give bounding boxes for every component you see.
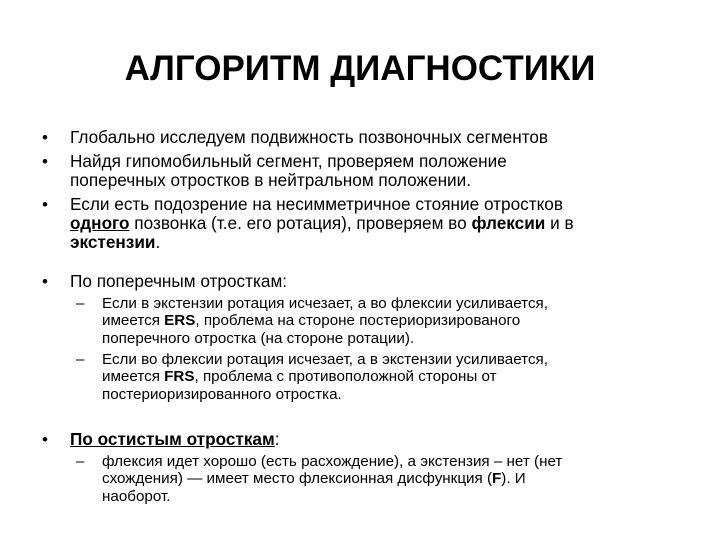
sub-bullet-marker: – <box>76 453 85 470</box>
text-line: наоборот. <box>102 487 171 505</box>
bullet-item <box>70 195 710 252</box>
text-line: поперечного отростка (на стороне ротации). <box>102 329 415 347</box>
bullet-item <box>70 430 710 449</box>
sub-bullet-marker: – <box>76 351 85 368</box>
text-line: Если в экстензии ротация исчезает, а во флексии усиливается, <box>102 295 548 312</box>
text-line: одного позвонка (т.е. его ротация), проверяем во флексии и в <box>70 213 574 233</box>
text-line: По поперечным отросткам: <box>70 271 288 291</box>
text-line: По остистым отросткам: <box>70 429 280 449</box>
slide-title: АЛГОРИТМ ДИАГНОСТИКИ <box>124 49 596 88</box>
emphasis-text: экстензии <box>70 232 156 252</box>
bullet-marker: • <box>42 152 48 171</box>
bullet-item <box>70 128 710 147</box>
emphasis-text: одного <box>70 213 130 233</box>
text-line: имеется FRS, проблема с противоположной стороны от <box>102 368 497 386</box>
text-line: имеется ERS, проблема на стороне постериоризированого <box>102 312 521 330</box>
sub-bullet-marker: – <box>76 295 85 312</box>
emphasis-text: FRS <box>164 368 195 386</box>
text-line: схождения) — имеет место флексионная дисфункция (F). И <box>102 470 526 488</box>
emphasis-text: По остистым отросткам <box>70 429 275 449</box>
text-line: Если есть подозрение на несимметричное стояние отростков <box>70 194 563 214</box>
bullet-item <box>70 272 710 291</box>
bullet-marker: • <box>42 272 48 291</box>
bullet-marker: • <box>42 430 48 449</box>
text-line: Найдя гипомобильный сегмент, проверяем положение <box>70 151 507 171</box>
text-line: флексия идет хорошо (есть расхождение), а экстензия – нет (нет <box>102 453 563 470</box>
sub-bullet-item <box>102 351 712 403</box>
text-line: Если во флексии ротация исчезает, а в экстензии усиливается, <box>102 351 548 368</box>
text-line: экстензии. <box>70 232 161 252</box>
bullet-marker: • <box>42 128 48 147</box>
bullet-item <box>70 152 710 190</box>
text-line: постериоризированного отростка. <box>102 385 342 403</box>
emphasis-text: ERS <box>164 312 196 330</box>
text-line: поперечных отростков в нейтральном положении. <box>70 170 472 190</box>
emphasis-text: F <box>492 470 502 488</box>
emphasis-text: флексии <box>471 213 546 233</box>
bullet-marker: • <box>42 195 48 214</box>
sub-bullet-item <box>102 453 712 505</box>
sub-bullet-item <box>102 295 712 347</box>
text-line: Глобально исследуем подвижность позвоночных сегментов <box>70 127 549 147</box>
